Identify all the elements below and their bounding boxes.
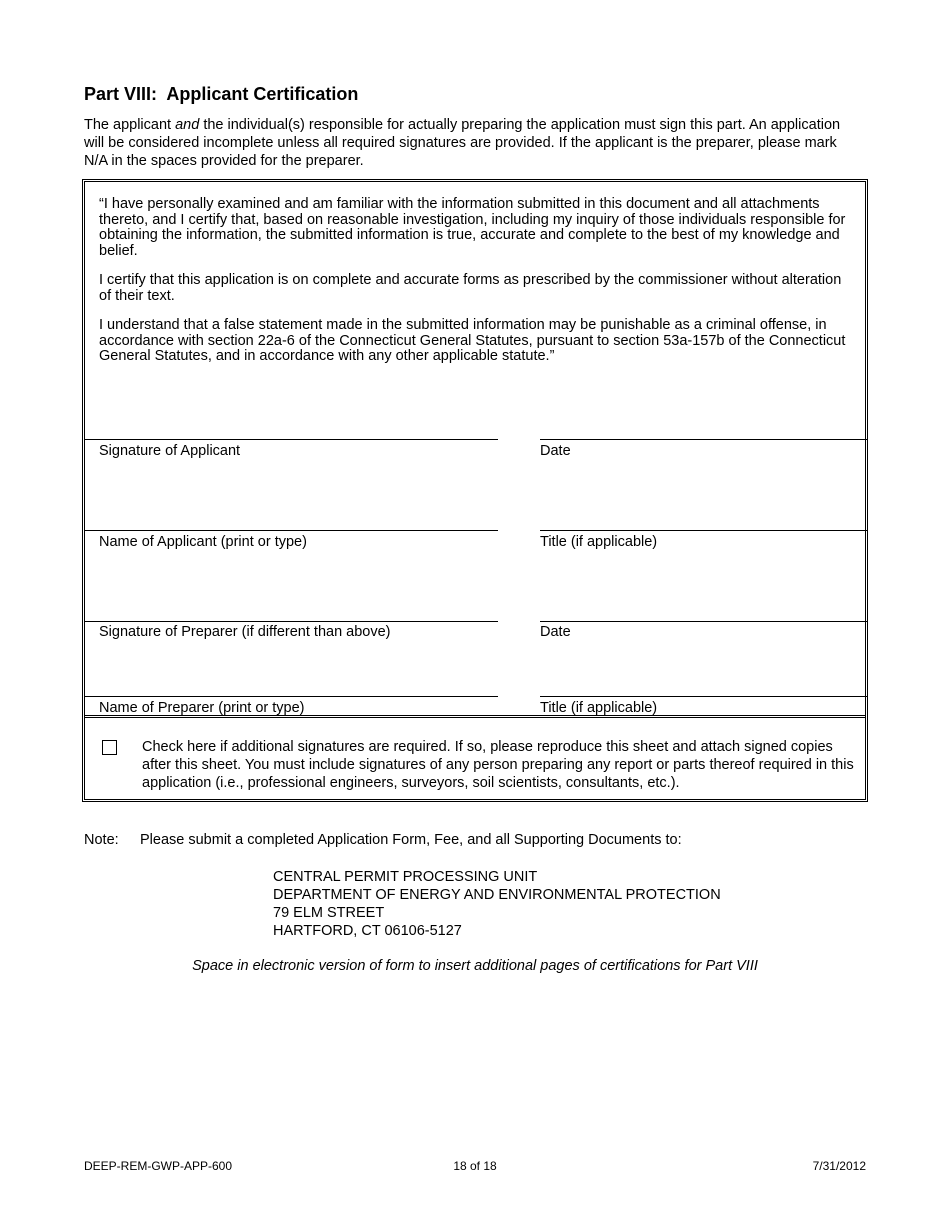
mailing-address: [273, 868, 721, 940]
name-applicant-line[interactable]: [85, 530, 498, 531]
section-divider: [85, 715, 865, 718]
footer-date: 7/31/2012: [812, 1159, 866, 1173]
certification-paragraph: I understand that a false statement made in the submitted information may be punishable as a criminal offense, in accordance with section 22a-6 of the Connecticut General Statutes, pursuant to section 53a-157b of the Connecticut General Statutes, and in accordance with any other applicable statute.”: [99, 317, 846, 364]
signature-applicant-label: Signature of Applicant: [99, 443, 241, 459]
certification-paragraph: “I have personally examined and am familiar with the information submitted in this document and all attachments thereto, and I certify that, based on reasonable investigation, including my inquiry of those individuals responsible for obtaining the information, the submitted information is true, accurate and complete to the best of my knowledge and belief.: [99, 196, 846, 259]
name-preparer-line[interactable]: [85, 696, 498, 697]
note-label: Note:: [84, 832, 119, 848]
signature-preparer-label: Signature of Preparer (if different than above): [99, 624, 391, 640]
address-line: CENTRAL PERMIT PROCESSING UNIT: [273, 869, 538, 885]
date-1-label: Date: [540, 443, 571, 459]
address-line: 79 ELM STREET: [273, 905, 385, 921]
footer-page-number: 18 of 18: [453, 1159, 497, 1173]
name-preparer-label: Name of Preparer (print or type): [99, 700, 305, 716]
note-text: Please submit a completed Application Form, Fee, and all Supporting Documents to:: [140, 832, 682, 848]
address-line: HARTFORD, CT 06106-5127: [273, 923, 462, 939]
title-2-label: Title (if applicable): [540, 700, 658, 716]
signature-applicant-line[interactable]: [85, 439, 498, 440]
title-1-line[interactable]: [540, 530, 868, 531]
certification-box: [82, 179, 868, 802]
title-2-line[interactable]: [540, 696, 868, 697]
additional-signatures-checkbox[interactable]: [102, 740, 117, 755]
certification-paragraph: I certify that this application is on complete and accurate forms as prescribed by the commissioner without alteration of their text.: [99, 272, 842, 304]
certification-statement: [99, 197, 851, 379]
date-2-line[interactable]: [540, 621, 868, 622]
title-1-label: Title (if applicable): [540, 534, 658, 550]
intro-text-before: The applicant: [84, 117, 176, 133]
signature-preparer-line[interactable]: [85, 621, 498, 622]
date-1-line[interactable]: [540, 439, 868, 440]
intro-emphasis: and: [175, 117, 200, 133]
footer-form-id: DEEP-REM-GWP-APP-600: [84, 1159, 233, 1173]
date-2-label: Date: [540, 624, 571, 640]
additional-signatures-text: Check here if additional signatures are required. If so, please reproduce this sheet and attach signed copies after this sheet. You must include signatures of any person preparing any report or parts thereof required in this application (i.e., professional engineers, surveyors, soil scientists, consultants, etc.).: [142, 739, 854, 791]
page-title: Part VIII: Applicant Certification: [84, 84, 359, 104]
name-applicant-label: Name of Applicant (print or type): [99, 534, 307, 550]
address-line: DEPARTMENT OF ENERGY AND ENVIRONMENTAL PROTECTION: [273, 887, 721, 903]
intro-text-after: the individual(s) responsible for actually preparing the application must sign this part. An application will be considered incomplete unless all required signatures are provided. If the applicant is the preparer, please mark N/A in the spaces provided for the preparer.: [84, 117, 841, 169]
space-note: Space in electronic version of form to insert additional pages of certifications for Part VIII: [192, 958, 758, 974]
intro-paragraph: [84, 116, 844, 170]
